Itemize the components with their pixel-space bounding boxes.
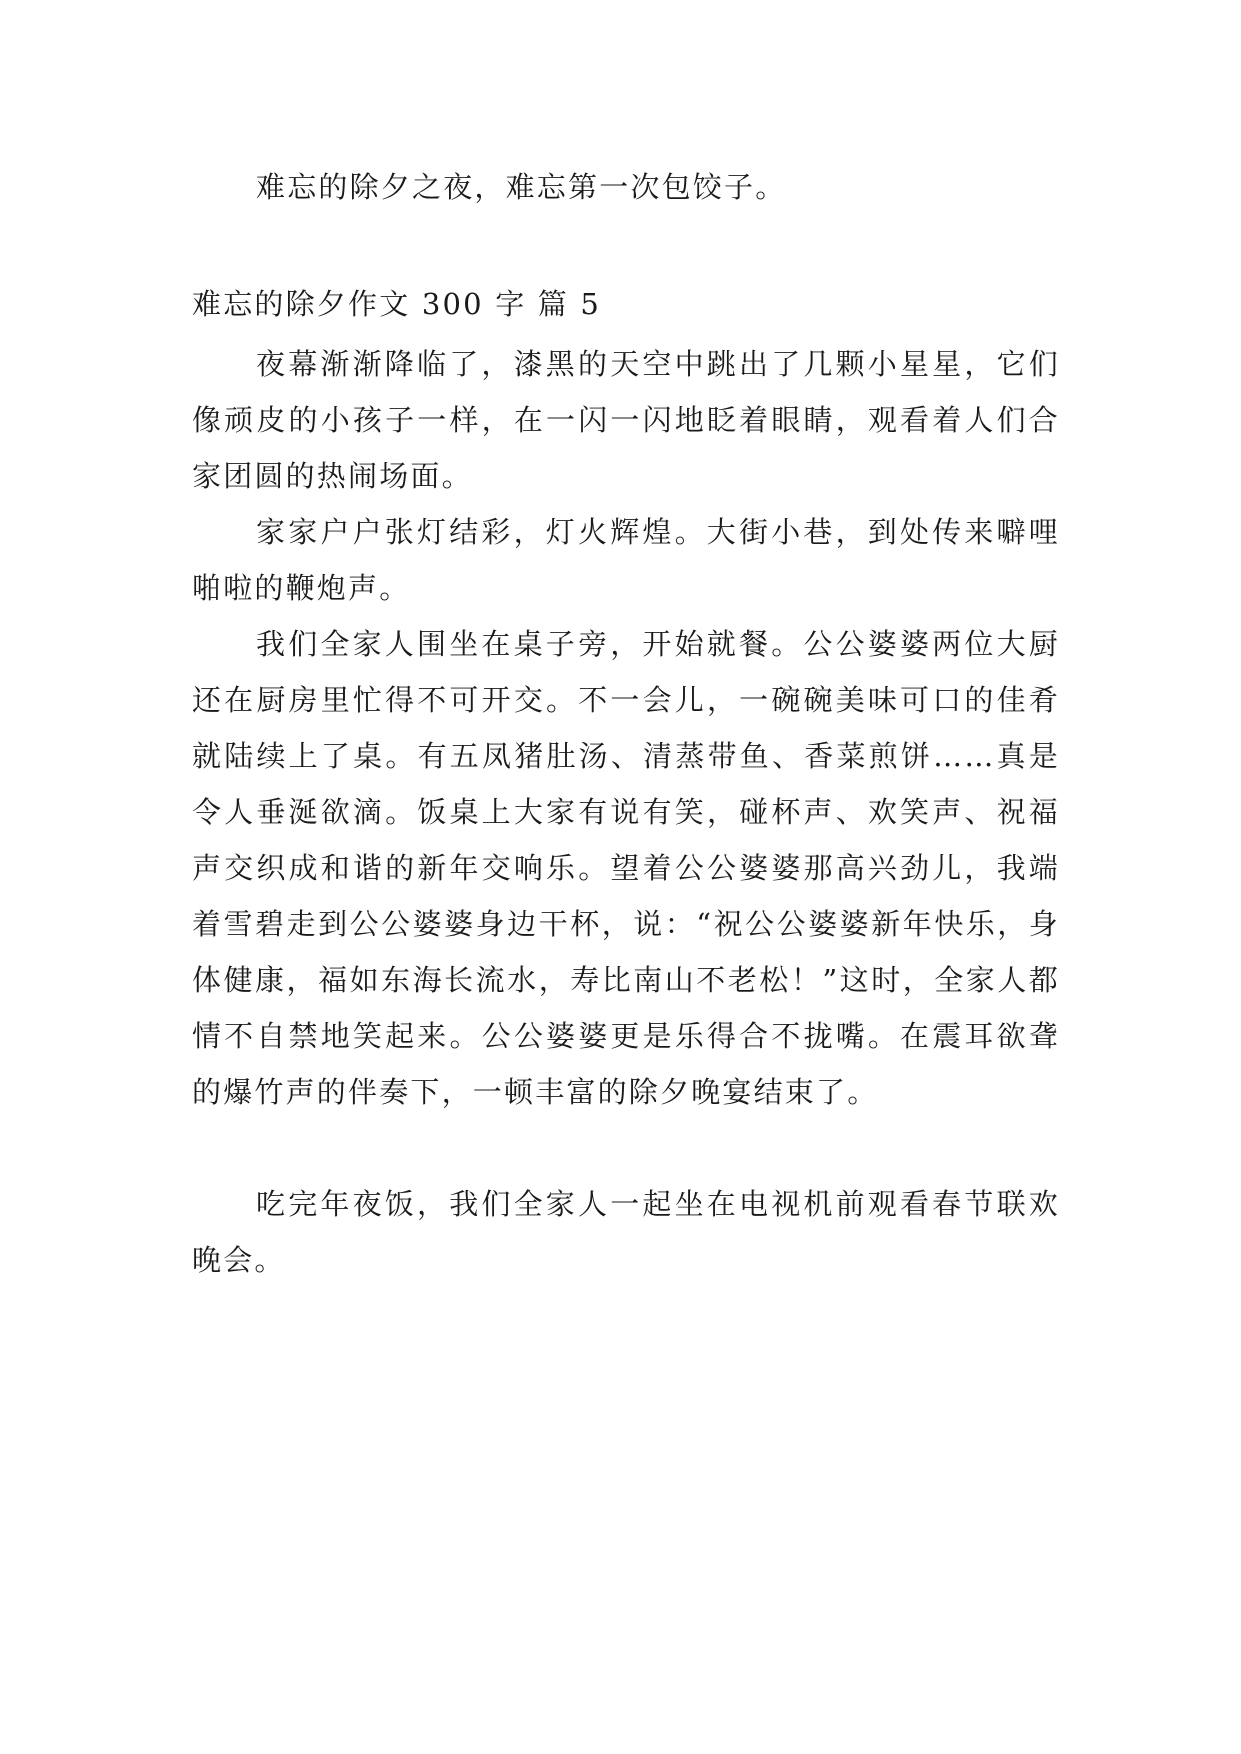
section-heading: 难忘的除夕作文 300 字 篇 5 [192, 287, 602, 321]
intro-paragraph: 难忘的除夕之夜，难忘第一次包饺子。 [256, 170, 787, 204]
paragraph-nightfall: 夜幕渐渐降临了，漆黑的天空中跳出了几颗小星星，它们像顽皮的小孩子一样，在一闪一闪地眨着眼睛，观看着人们合家团圆的热闹场面。 [192, 347, 1060, 493]
paragraph-dinner: 我们全家人围坐在桌子旁，开始就餐。公公婆婆两位大厨还在厨房里忙得不可开交。不一会儿，一碗碗美味可口的佳肴就陆续上了桌。有五凤猪肚汤、清蒸带鱼、香菜煎饼……真是令人垂涎欲滴。饭桌上大家有说有笑，碰杯声、欢笑声、祝福声交织成和谐的新年交响乐。望着公公婆婆那高兴劲儿，我端着雪碧走到公公婆婆身边干杯，说：“祝公公婆婆新年快乐，身体健康，福如东海长流水，寿比南山不老松！”这时，全家人都情不自禁地笑起来。公公婆婆更是乐得合不拢嘴。在震耳欲聋的爆竹声的伴奏下，一顿丰富的除夕晚宴结束了。 [192, 627, 1060, 1109]
paragraph-lanterns: 家家户户张灯结彩，灯火辉煌。大街小巷，到处传来噼哩啪啦的鞭炮声。 [192, 515, 1060, 605]
paragraph-gala: 吃完年夜饭，我们全家人一起坐在电视机前观看春节联欢晚会。 [192, 1187, 1060, 1277]
